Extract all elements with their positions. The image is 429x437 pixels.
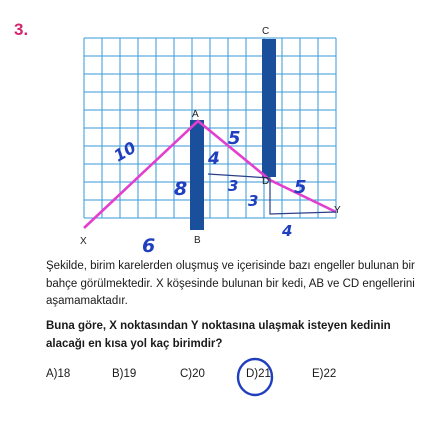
wall-ab [190, 120, 204, 230]
label-y: Y [334, 205, 341, 216]
label-x: X [80, 236, 87, 247]
handwritten-3-a: 3 [228, 177, 239, 195]
handwritten-4-b: 4 [282, 222, 293, 240]
handwritten-10: 10 [110, 137, 140, 166]
choice-e-letter: E) [312, 368, 324, 380]
label-b: B [194, 235, 201, 246]
choice-c[interactable] [180, 368, 205, 380]
choice-d-letter: D) [246, 368, 259, 380]
choice-d[interactable] [246, 368, 271, 380]
choice-e-value: 22 [323, 368, 337, 380]
label-c: C [262, 26, 270, 37]
choice-b-value: 19 [123, 368, 137, 380]
choice-d-value: 21 [258, 368, 271, 380]
question-number: 3. [14, 20, 29, 39]
handwritten-5-b: 5 [294, 177, 307, 198]
choice-a-value: 18 [57, 368, 71, 380]
handwritten-8: 8 [174, 178, 188, 200]
label-a: A [192, 109, 199, 120]
handwritten-5-a: 5 [228, 128, 241, 149]
question-text: Buna göre, X noktasından Y noktasına ulaşmak isteyen kedinin alacağı en kısa yol kaç birimdir? [46, 320, 391, 350]
wall-cd [262, 39, 276, 177]
choice-e[interactable] [312, 368, 336, 380]
handwritten-6: 6 [142, 235, 156, 257]
handwritten-3-b: 3 [248, 192, 259, 210]
label-d: D [262, 176, 270, 187]
answer-choices [46, 368, 406, 388]
choice-a[interactable] [46, 368, 70, 380]
problem-text: Şekilde, birim karelerden oluşmuş ve içerisinde bazı engeller bulunan bir bahçe görülmektedir. X köşesinde bulunan bir kedi, AB ve CD engellerini aşamamaktadır. [46, 260, 415, 307]
choice-c-letter: C) [180, 368, 193, 380]
choice-c-value: 20 [192, 368, 205, 380]
handwritten-4-a: 4 [208, 149, 220, 169]
choice-b[interactable] [112, 368, 136, 380]
choice-a-letter: A) [46, 368, 58, 380]
choice-b-letter: B) [112, 368, 124, 380]
